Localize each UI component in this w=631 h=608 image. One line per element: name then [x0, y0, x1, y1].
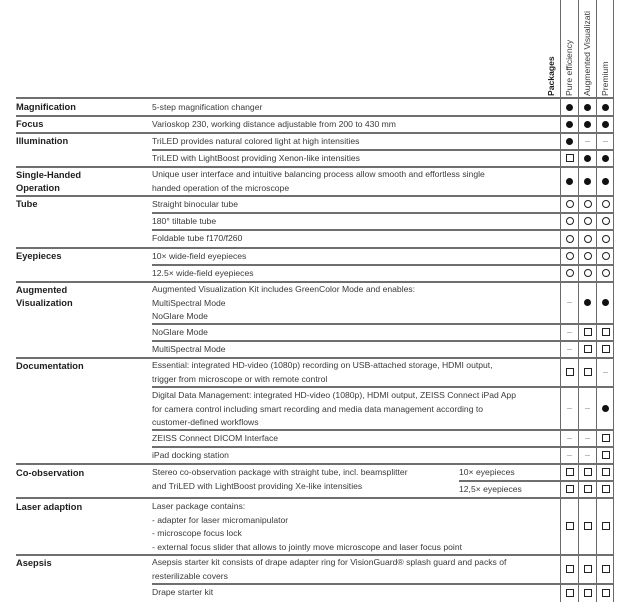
- filled-dot-icon: [584, 121, 591, 128]
- open-square-icon: [602, 328, 610, 336]
- package-cell: [561, 430, 578, 446]
- filled-dot-icon: [566, 104, 573, 111]
- open-square-icon: [566, 368, 574, 376]
- header-rule: [16, 97, 613, 99]
- package-cell: [561, 498, 578, 554]
- package-cell: [579, 248, 596, 264]
- row-description: ZEISS Connect DICOM Interface: [152, 433, 279, 443]
- package-cell: [579, 167, 596, 195]
- package-cell: [579, 150, 596, 166]
- category-tube: Tube: [16, 199, 38, 209]
- row-rule: [152, 264, 613, 266]
- row-rule: [152, 149, 613, 151]
- row-rule: [16, 463, 613, 465]
- package-cell: [597, 230, 614, 247]
- open-square-icon: [566, 468, 574, 476]
- open-square-icon: [602, 434, 610, 442]
- package-cell: [561, 324, 578, 340]
- packages-label: Packages: [546, 56, 556, 96]
- open-square-icon: [602, 485, 610, 493]
- sub-row-label: 12,5× eyepieces: [459, 484, 522, 494]
- row-description: TriLED provides natural colored light at high intensities: [152, 136, 360, 146]
- open-circle-icon: [566, 217, 574, 225]
- category-magnification: Magnification: [16, 102, 76, 112]
- open-circle-icon: [602, 217, 610, 225]
- package-cell: [597, 116, 614, 132]
- package-cell: [561, 265, 578, 281]
- row-description: Unique user interface and intuitive balancing process allow smooth and effortless single handed operation of the microscope: [152, 169, 485, 193]
- package-cell: [597, 213, 614, 229]
- package-cell: [579, 387, 596, 429]
- row-description: Straight binocular tube: [152, 199, 238, 209]
- open-square-icon: [584, 522, 592, 530]
- sub-row-label: 10× eyepieces: [459, 467, 515, 477]
- package-cell: [561, 282, 578, 323]
- package-cell: [561, 341, 578, 357]
- package-cell: [579, 447, 596, 463]
- open-circle-icon: [584, 200, 592, 208]
- package-cell: [579, 213, 596, 229]
- open-square-icon: [566, 589, 574, 597]
- category-co-observation: Co-observation: [16, 468, 85, 478]
- package-cell: [579, 481, 596, 497]
- dash-icon: [567, 332, 572, 333]
- row-rule: [16, 115, 613, 117]
- open-square-icon: [602, 345, 610, 353]
- dash-icon: [585, 141, 590, 142]
- category-single-handed-operation: Single-Handed Operation: [16, 170, 82, 193]
- open-circle-icon: [602, 235, 610, 243]
- open-circle-icon: [566, 269, 574, 277]
- row-rule: [16, 497, 613, 499]
- open-square-icon: [566, 565, 574, 573]
- row-description: 12.5× wide-field eyepieces: [152, 268, 254, 278]
- package-cell: [597, 282, 614, 323]
- package-cell: [597, 324, 614, 340]
- row-rule: [152, 386, 613, 388]
- package-cell: [579, 358, 596, 386]
- open-circle-icon: [584, 217, 592, 225]
- column-header-pure-efficiency: Pure efficiency: [564, 39, 574, 96]
- package-cell: [597, 464, 614, 480]
- package-cell: [597, 447, 614, 463]
- row-description: Laser package contains: - adapter for laser micromanipulator - microscope focus lock - external focus slider that allows to jointly move microscope and laser focus point: [152, 501, 462, 552]
- open-square-icon: [566, 154, 574, 162]
- filled-dot-icon: [584, 104, 591, 111]
- row-description: iPad docking station: [152, 450, 229, 460]
- column-header-premium: Premium: [600, 61, 610, 96]
- dash-icon: [603, 141, 608, 142]
- row-description: Varioskop 230, working distance adjustable from 200 to 430 mm: [152, 119, 396, 129]
- open-circle-icon: [602, 269, 610, 277]
- dash-icon: [567, 349, 572, 350]
- open-circle-icon: [566, 200, 574, 208]
- row-rule: [16, 195, 613, 197]
- package-cell: [597, 248, 614, 264]
- dash-icon: [585, 408, 590, 409]
- open-square-icon: [602, 589, 610, 597]
- package-cell: [579, 555, 596, 583]
- filled-dot-icon: [602, 104, 609, 111]
- open-square-icon: [584, 345, 592, 353]
- filled-dot-icon: [602, 155, 609, 162]
- category-augmented-visualization: Augmented Visualization: [16, 285, 73, 308]
- filled-dot-icon: [602, 178, 609, 185]
- package-cell: [561, 248, 578, 264]
- filled-dot-icon: [584, 178, 591, 185]
- row-description: Augmented Visualization Kit includes GreenColor Mode and enables: MultiSpectral Mode NoGlare Mode: [152, 284, 416, 321]
- package-cell: [561, 464, 578, 480]
- row-description: Digital Data Management: integrated HD-video (1080p), HDMI output, ZEISS Connect iPad App for camera control including smart recording and media data management according to customer-defined workflows: [152, 390, 516, 427]
- row-description: MultiSpectral Mode: [152, 344, 226, 354]
- open-square-icon: [584, 485, 592, 493]
- filled-dot-icon: [566, 138, 573, 145]
- row-rule: [152, 340, 613, 342]
- package-cell: [597, 387, 614, 429]
- row-rule: [16, 247, 613, 249]
- package-cell: [597, 265, 614, 281]
- row-description: Asepsis starter kit consists of drape adapter ring for VisionGuard® splash guard and packs of resterilizable covers: [152, 557, 507, 581]
- row-rule: [152, 583, 613, 585]
- package-cell: [561, 555, 578, 583]
- package-cell: [561, 133, 578, 149]
- package-cell: [597, 133, 614, 149]
- package-cell: [561, 447, 578, 463]
- package-cell: [561, 584, 578, 601]
- row-rule: [152, 229, 613, 231]
- package-cell: [597, 498, 614, 554]
- open-circle-icon: [584, 269, 592, 277]
- open-square-icon: [566, 522, 574, 530]
- package-cell: [561, 99, 578, 115]
- filled-dot-icon: [584, 155, 591, 162]
- row-description: 180° tiltable tube: [152, 216, 217, 226]
- package-cell: [579, 133, 596, 149]
- open-square-icon: [602, 565, 610, 573]
- package-cell: [561, 481, 578, 497]
- filled-dot-icon: [566, 178, 573, 185]
- row-description: 5-step magnification changer: [152, 102, 263, 112]
- row-description: Drape starter kit: [152, 587, 214, 597]
- row-description: 10× wide-field eyepieces: [152, 251, 247, 261]
- open-square-icon: [584, 468, 592, 476]
- row-rule: [16, 132, 613, 134]
- category-focus: Focus: [16, 119, 44, 129]
- package-cell: [597, 196, 614, 212]
- open-circle-icon: [602, 200, 610, 208]
- package-cell: [579, 99, 596, 115]
- open-square-icon: [602, 451, 610, 459]
- category-eyepieces: Eyepieces: [16, 251, 62, 261]
- package-cell: [579, 230, 596, 247]
- filled-dot-icon: [566, 121, 573, 128]
- package-cell: [579, 498, 596, 554]
- package-cell: [561, 116, 578, 132]
- dash-icon: [585, 455, 590, 456]
- package-cell: [579, 265, 596, 281]
- category-laser-adaption: Laser adaption: [16, 502, 83, 512]
- row-description: TriLED with LightBoost providing Xenon-like intensities: [152, 153, 360, 163]
- column-header-augmented-visualization: Augmented Visualizati: [582, 11, 592, 96]
- dash-icon: [585, 438, 590, 439]
- open-circle-icon: [584, 235, 592, 243]
- filled-dot-icon: [602, 405, 609, 412]
- package-cell: [597, 481, 614, 497]
- package-cell: [597, 167, 614, 195]
- dash-icon: [567, 438, 572, 439]
- open-square-icon: [584, 565, 592, 573]
- open-square-icon: [584, 589, 592, 597]
- package-cell: [561, 230, 578, 247]
- row-rule: [152, 446, 613, 448]
- package-cell: [561, 387, 578, 429]
- category-illumination: Illumination: [16, 136, 69, 146]
- open-circle-icon: [584, 252, 592, 260]
- dash-icon: [567, 408, 572, 409]
- package-cell: [579, 464, 596, 480]
- category-asepsis: Asepsis: [16, 558, 52, 568]
- dash-icon: [567, 455, 572, 456]
- package-cell: [561, 150, 578, 166]
- open-square-icon: [584, 368, 592, 376]
- open-square-icon: [602, 522, 610, 530]
- row-description: Essential: integrated HD-video (1080p) recording on USB-attached storage, HDMI output, trigger from microscope or with remote control: [152, 360, 493, 384]
- package-cell: [579, 196, 596, 212]
- package-cell: [561, 358, 578, 386]
- row-rule: [152, 212, 613, 214]
- package-cell: [597, 555, 614, 583]
- packages-header: [543, 0, 560, 96]
- dash-icon: [567, 302, 572, 303]
- package-cell: [597, 150, 614, 166]
- filled-dot-icon: [584, 299, 591, 306]
- package-cell: [579, 324, 596, 340]
- row-description: Foldable tube f170/f260: [152, 233, 243, 243]
- open-circle-icon: [566, 252, 574, 260]
- dash-icon: [603, 372, 608, 373]
- category-documentation: Documentation: [16, 361, 84, 371]
- package-cell: [597, 584, 614, 601]
- package-cell: [597, 341, 614, 357]
- open-square-icon: [584, 328, 592, 336]
- package-cell: [597, 358, 614, 386]
- package-cell: [579, 341, 596, 357]
- open-square-icon: [602, 468, 610, 476]
- package-cell: [597, 430, 614, 446]
- package-cell: [579, 430, 596, 446]
- package-cell: [579, 116, 596, 132]
- package-cell: [561, 213, 578, 229]
- package-cell: [561, 196, 578, 212]
- package-cell: [579, 584, 596, 601]
- open-circle-icon: [566, 235, 574, 243]
- open-circle-icon: [602, 252, 610, 260]
- filled-dot-icon: [602, 121, 609, 128]
- package-cell: [597, 99, 614, 115]
- row-description: Stereo co-observation package with straight tube, incl. beamsplitter and TriLED with LightBoost providing Xe-like intensities: [152, 467, 408, 491]
- filled-dot-icon: [602, 299, 609, 306]
- open-square-icon: [566, 485, 574, 493]
- row-description: NoGlare Mode: [152, 327, 208, 337]
- package-cell: [561, 167, 578, 195]
- package-cell: [579, 282, 596, 323]
